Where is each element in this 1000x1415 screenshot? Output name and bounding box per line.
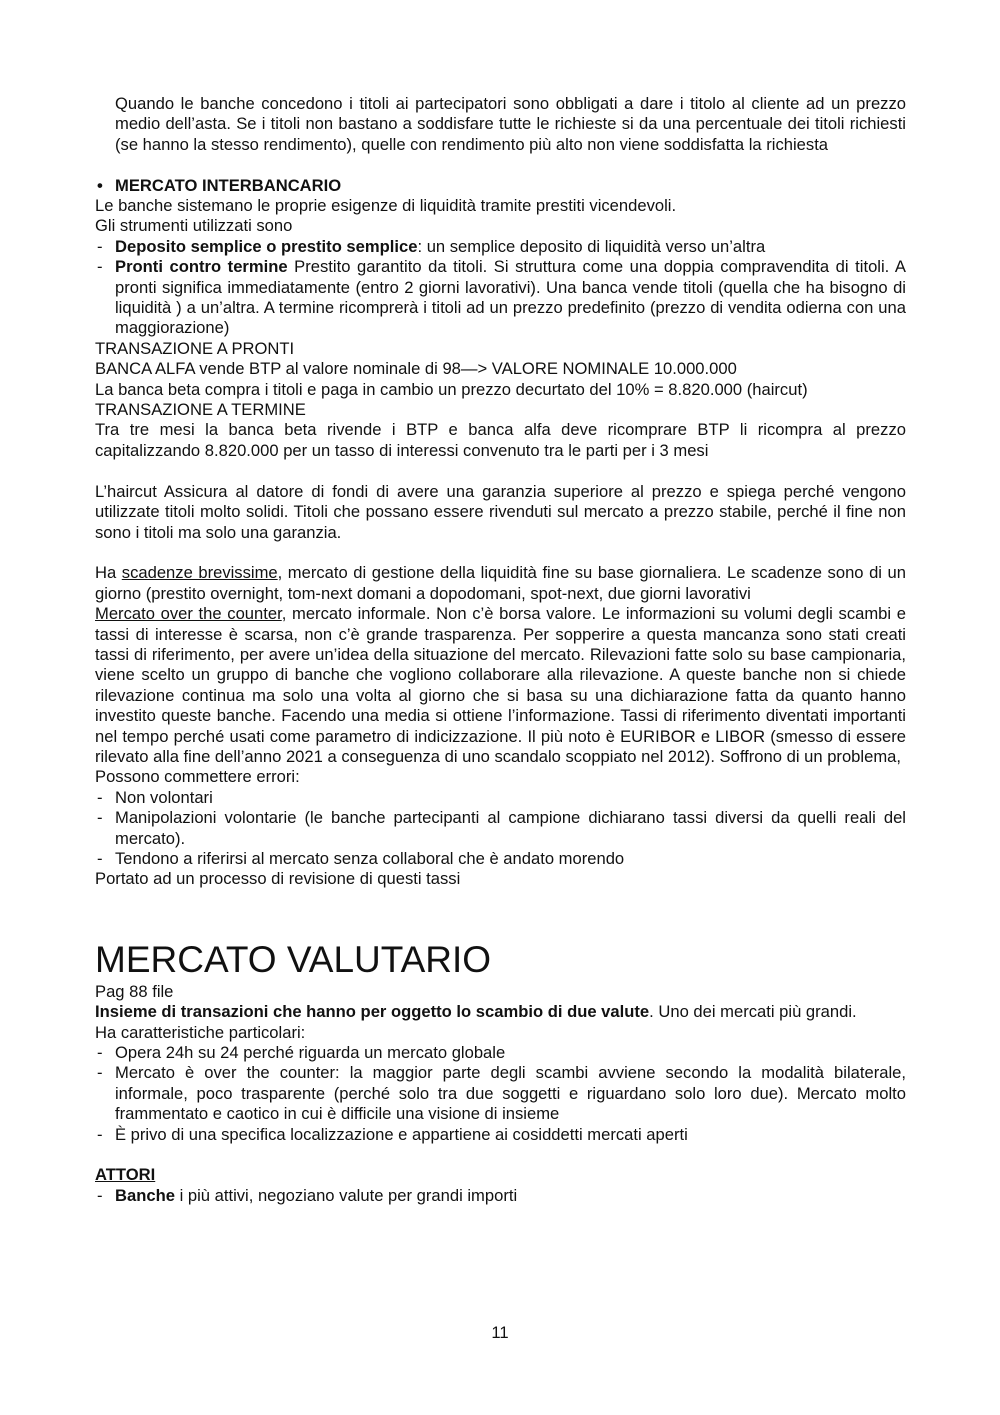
list-item: [95, 1125, 906, 1145]
scadenze-paragraph: [95, 563, 906, 604]
list-item-term: Pronti contro termine: [115, 257, 288, 277]
tx-pronti-title: TRANSAZIONE A PRONTI: [95, 338, 295, 358]
list-item: [95, 257, 906, 339]
interbancario-line-1: Le banche sistemano le proprie esigenze di liquidità tramite prestiti vicendevoli.: [95, 196, 677, 216]
list-item-text: Manipolazioni volontarie (le banche partecipanti al campione dichiarano tassi diversi da quelli reali del mercato).: [115, 808, 906, 848]
list-item: [95, 1063, 906, 1124]
bullet-marker: •: [97, 175, 103, 195]
list-item: [95, 1043, 906, 1063]
section-title-valutario: MERCATO VALUTARIO: [95, 938, 492, 980]
dash-marker: -: [97, 1124, 103, 1144]
dash-marker: -: [97, 1043, 103, 1063]
list-item: [95, 1186, 906, 1206]
otc-underlined: Mercato over the counter: [95, 604, 282, 624]
tx-pronti-line-2: La banca beta compra i titoli e paga in cambio un prezzo decurtato del 10% = 8.820.000 (haircut): [95, 379, 808, 399]
dash-marker: -: [97, 1185, 103, 1205]
list-item-text: Mercato è over the counter: la maggior parte degli scambi avviene secondo la modalità bilaterale, informale, poco trasparente (perché solo tra due soggetti e riguardano solo loro due). Mercato molto frammentato e caotico in cui è difficile una visione di insieme: [115, 1063, 906, 1124]
otc-paragraph: [95, 604, 906, 767]
otc-text: , mercato informale. Non c’è borsa valore. Le informazioni su volumi degli scambi e tassi di interesse è scarsa, non c’è grande trasparenza. Per sopperire a questa mancanza sono stati creati tassi di riferimento, per avere un’idea della situazione del mercato. Rilevazioni fatte solo su base campionaria, viene scelto un gruppo di banche che vogliono collaborare alla rilevazione. A queste banche non si chiede rilevazione continua ma solo una volta al giorno che si basa su una dichiarazione fatta da quanto hanno investito queste banche. Facendo una media si ottiene l’informazione. Tassi di riferimento diventati importanti nel tempo perché usati come parametro di indicizzazione. Il più noto è EURIBOR e LIBOR (smesso di essere rilevato alla fine dell’anno 2021 a conseguenza di uno scandalo scoppiato nel 2012). Soffrono di un problema,: [95, 604, 906, 766]
scadenze-pre: Ha: [95, 563, 122, 583]
dash-marker: -: [97, 787, 103, 807]
haircut-paragraph: L’haircut Assicura al datore di fondi di avere una garanzia superiore al prezzo e spiega perché vengono utilizzate titoli molto solidi. Titoli che possano essere rivenduti sul mercato a prezzo stabile, perché il fine non sono i titoli ma solo una garanzia.: [95, 481, 906, 542]
list-item: [95, 849, 906, 869]
list-item-text: Non volontari: [115, 787, 213, 807]
list-item-term: Deposito semplice o prestito semplice: [115, 236, 418, 256]
list-item-text: Opera 24h su 24 perché riguarda un mercato globale: [115, 1043, 506, 1063]
list-item: [95, 808, 906, 849]
dash-marker: -: [97, 808, 103, 828]
spacer: [95, 1145, 906, 1165]
list-item: [95, 237, 906, 257]
valutario-definition: [95, 1002, 906, 1022]
errori-list: [95, 788, 906, 870]
intro-paragraph: Quando le banche concedono i titoli ai partecipatori sono obbligati a dare i titolo al cliente ad un prezzo medio dell’asta. Se i titoli non bastano a soddisfare tutte le richieste si da una percentuale dei titoli richiesti (se hanno la stesso rendimento), quelle con rendimento più alto non viene soddisfatta la richiesta: [115, 94, 906, 154]
list-item-text: È privo di una specifica localizzazione e appartiene ai cosiddetti mercati aperti: [115, 1124, 688, 1144]
list-item: [95, 788, 906, 808]
definition-rest: . Uno dei mercati più grandi.: [649, 1002, 857, 1022]
strumenti-list: [95, 237, 906, 339]
spacer: [95, 461, 906, 481]
errori-intro: Possono commettere errori:: [95, 767, 300, 787]
dash-marker: -: [97, 1063, 103, 1083]
tx-pronti-line-1: BANCA ALFA vende BTP al valore nominale di 98—> VALORE NOMINALE 10.000.000: [95, 359, 737, 379]
closing-line: Portato ad un processo di revisione di questi tassi: [95, 869, 461, 889]
page-number: 11: [491, 1323, 509, 1342]
definition-bold: Insieme di transazioni che hanno per oggetto lo scambio di due valute: [95, 1002, 650, 1022]
attori-list: [95, 1186, 906, 1206]
dash-marker: -: [97, 236, 103, 256]
spacer: [95, 155, 906, 175]
spacer: [95, 890, 906, 938]
spacer: [95, 543, 906, 563]
dash-marker: -: [97, 257, 103, 277]
attori-heading-text: ATTORI: [95, 1165, 156, 1185]
section-heading-text: MERCATO INTERBANCARIO: [115, 175, 342, 195]
list-item-term: Banche: [115, 1185, 175, 1205]
scadenze-post: , mercato di gestione della liquidità fine su base giornaliera. Le scadenze sono di un giorno (prestito overnight, tom-next domani a dopodomani, spot-next, due giorni lavorativi: [95, 563, 906, 603]
page-reference: Pag 88 file: [95, 981, 174, 1001]
dash-marker: -: [97, 848, 103, 868]
list-item-text: Prestito garantito da titoli. Si struttura come una doppia compravendita di titoli. A pronti significa immediatamente (entro 2 giorni lavorativi). Una banca vende titoli (quella che ha bisogno di liquidità ) a un’altra. A termine ricomprerà i titoli ad un prezzo predefinito (prezzo di vendita odierna con una maggiorazione): [115, 257, 906, 338]
tx-termine-title: TRANSAZIONE A TERMINE: [95, 400, 306, 420]
list-item-text: i più attivi, negoziano valute per grandi importi: [174, 1185, 518, 1205]
document-page: [95, 94, 906, 1206]
scadenze-underlined: scadenze brevissime: [121, 563, 278, 583]
interbancario-line-2: Gli strumenti utilizzati sono: [95, 216, 293, 236]
attori-heading: [95, 1165, 906, 1185]
list-item-text: Tendono a riferirsi al mercato senza collaboral che è andato morendo: [115, 848, 625, 868]
tx-termine-text: Tra tre mesi la banca beta rivende i BTP e banca alfa deve ricomprare BTP li ricompra al prezzo capitalizzando 8.820.000 per un tasso di interessi convenuto tra le parti per i 3 mesi: [95, 420, 906, 460]
list-item-text: : un semplice deposito di liquidità verso un’altra: [417, 236, 766, 256]
caratteristiche-list: [95, 1043, 906, 1145]
caratteristiche-intro: Ha caratteristiche particolari:: [95, 1022, 306, 1042]
section-heading-interbancario: [95, 176, 906, 196]
